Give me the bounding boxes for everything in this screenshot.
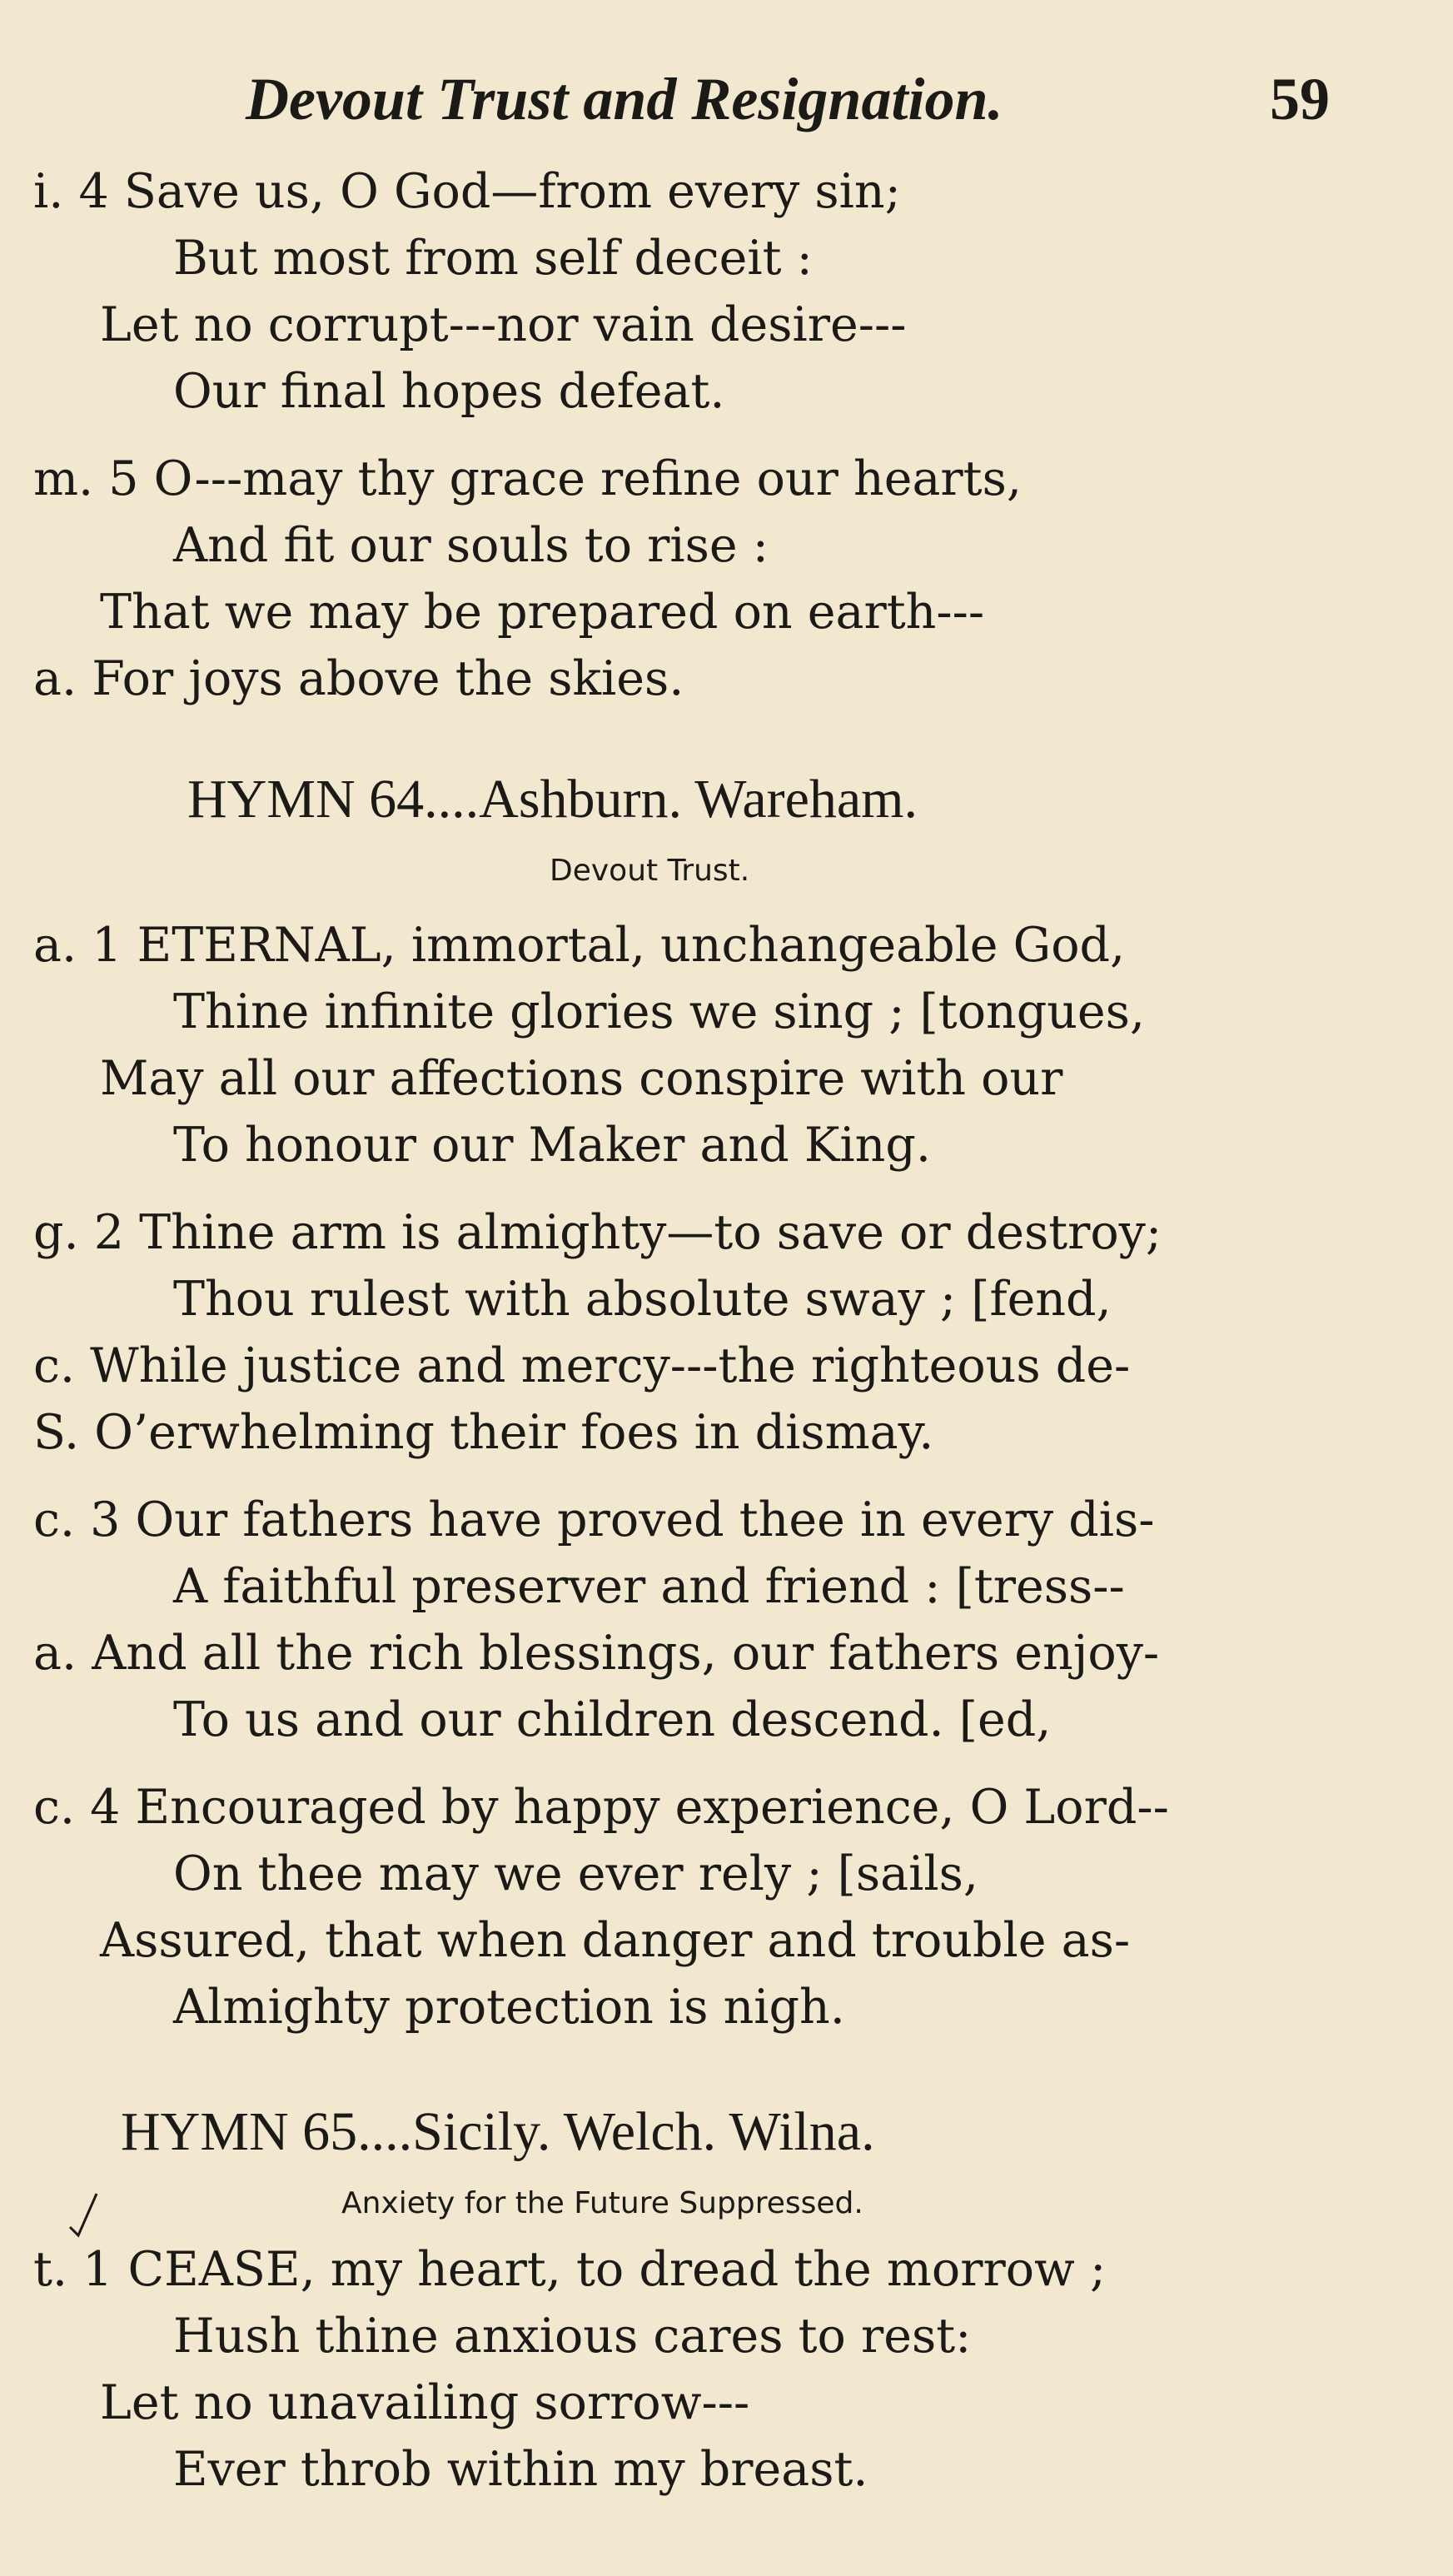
hymn-heading: HYMN 64....Ashburn. Wareham. — [187, 769, 918, 830]
verse-line: a. And all the rich blessings, our fathers enjoy- — [33, 1626, 1160, 1681]
verse-line: Hush thine anxious cares to rest: — [173, 2309, 972, 2364]
verse-line: To us and our children descend. [ed, — [173, 1692, 1052, 1747]
verse-line: c. 4 Encouraged by happy experience, O Lord-- — [33, 1780, 1169, 1835]
verse-line: Our final hopes defeat. — [173, 364, 725, 419]
verse-line: a. For joys above the skies. — [33, 651, 684, 706]
verse-line: Almighty protection is nigh. — [173, 1980, 845, 2035]
verse-line: Ever throb within my breast. — [173, 2442, 868, 2497]
verse-line: And fit our souls to rise : — [173, 518, 769, 573]
hymn-subtitle: Devout Trust. — [550, 854, 750, 888]
page-number: 59 — [1270, 66, 1330, 132]
verse-line: That we may be prepared on earth--- — [100, 585, 985, 640]
verse-line: Thou rulest with absolute sway ; [fend, — [173, 1272, 1112, 1327]
verse-line: Assured, that when danger and trouble as- — [100, 1913, 1131, 1968]
check-mark-icon — [67, 2190, 100, 2240]
page-header-title: Devout Trust and Resignation. — [246, 66, 1003, 132]
verse-line: t. 1 CEASE, my heart, to dread the morrow ; — [33, 2242, 1107, 2297]
verse-line: But most from self deceit : — [173, 231, 813, 286]
verse-line: m. 5 O---may thy grace refine our hearts, — [33, 451, 1022, 506]
verse-line: a. 1 ETERNAL, immortal, unchangeable God, — [33, 918, 1126, 973]
verse-line: c. While justice and mercy---the righteous de- — [33, 1338, 1131, 1393]
verse-line: Let no unavailing sorrow--- — [100, 2375, 750, 2430]
hymn-heading: HYMN 65....Sicily. Welch. Wilna. — [121, 2101, 875, 2162]
verse-line: To honour our Maker and King. — [173, 1118, 931, 1173]
verse-line: May all our affections conspire with our — [100, 1051, 1063, 1106]
verse-line: g. 2 Thine arm is almighty—to save or destroy; — [33, 1205, 1162, 1260]
verse-line: i. 4 Save us, O God—from every sin; — [33, 164, 901, 219]
verse-line: On thee may we ever rely ; [sails, — [173, 1846, 978, 1901]
verse-line: Let no corrupt---nor vain desire--- — [100, 297, 907, 352]
verse-line: S. O’erwhelming their foes in dismay. — [33, 1405, 934, 1460]
verse-line: Thine infinite glories we sing ; [tongues, — [173, 984, 1146, 1039]
hymn-subtitle: Anxiety for the Future Suppressed. — [341, 2186, 863, 2220]
verse-line: A faithful preserver and friend : [tress-- — [173, 1559, 1125, 1614]
verse-line: c. 3 Our fathers have proved thee in every dis- — [33, 1492, 1155, 1547]
